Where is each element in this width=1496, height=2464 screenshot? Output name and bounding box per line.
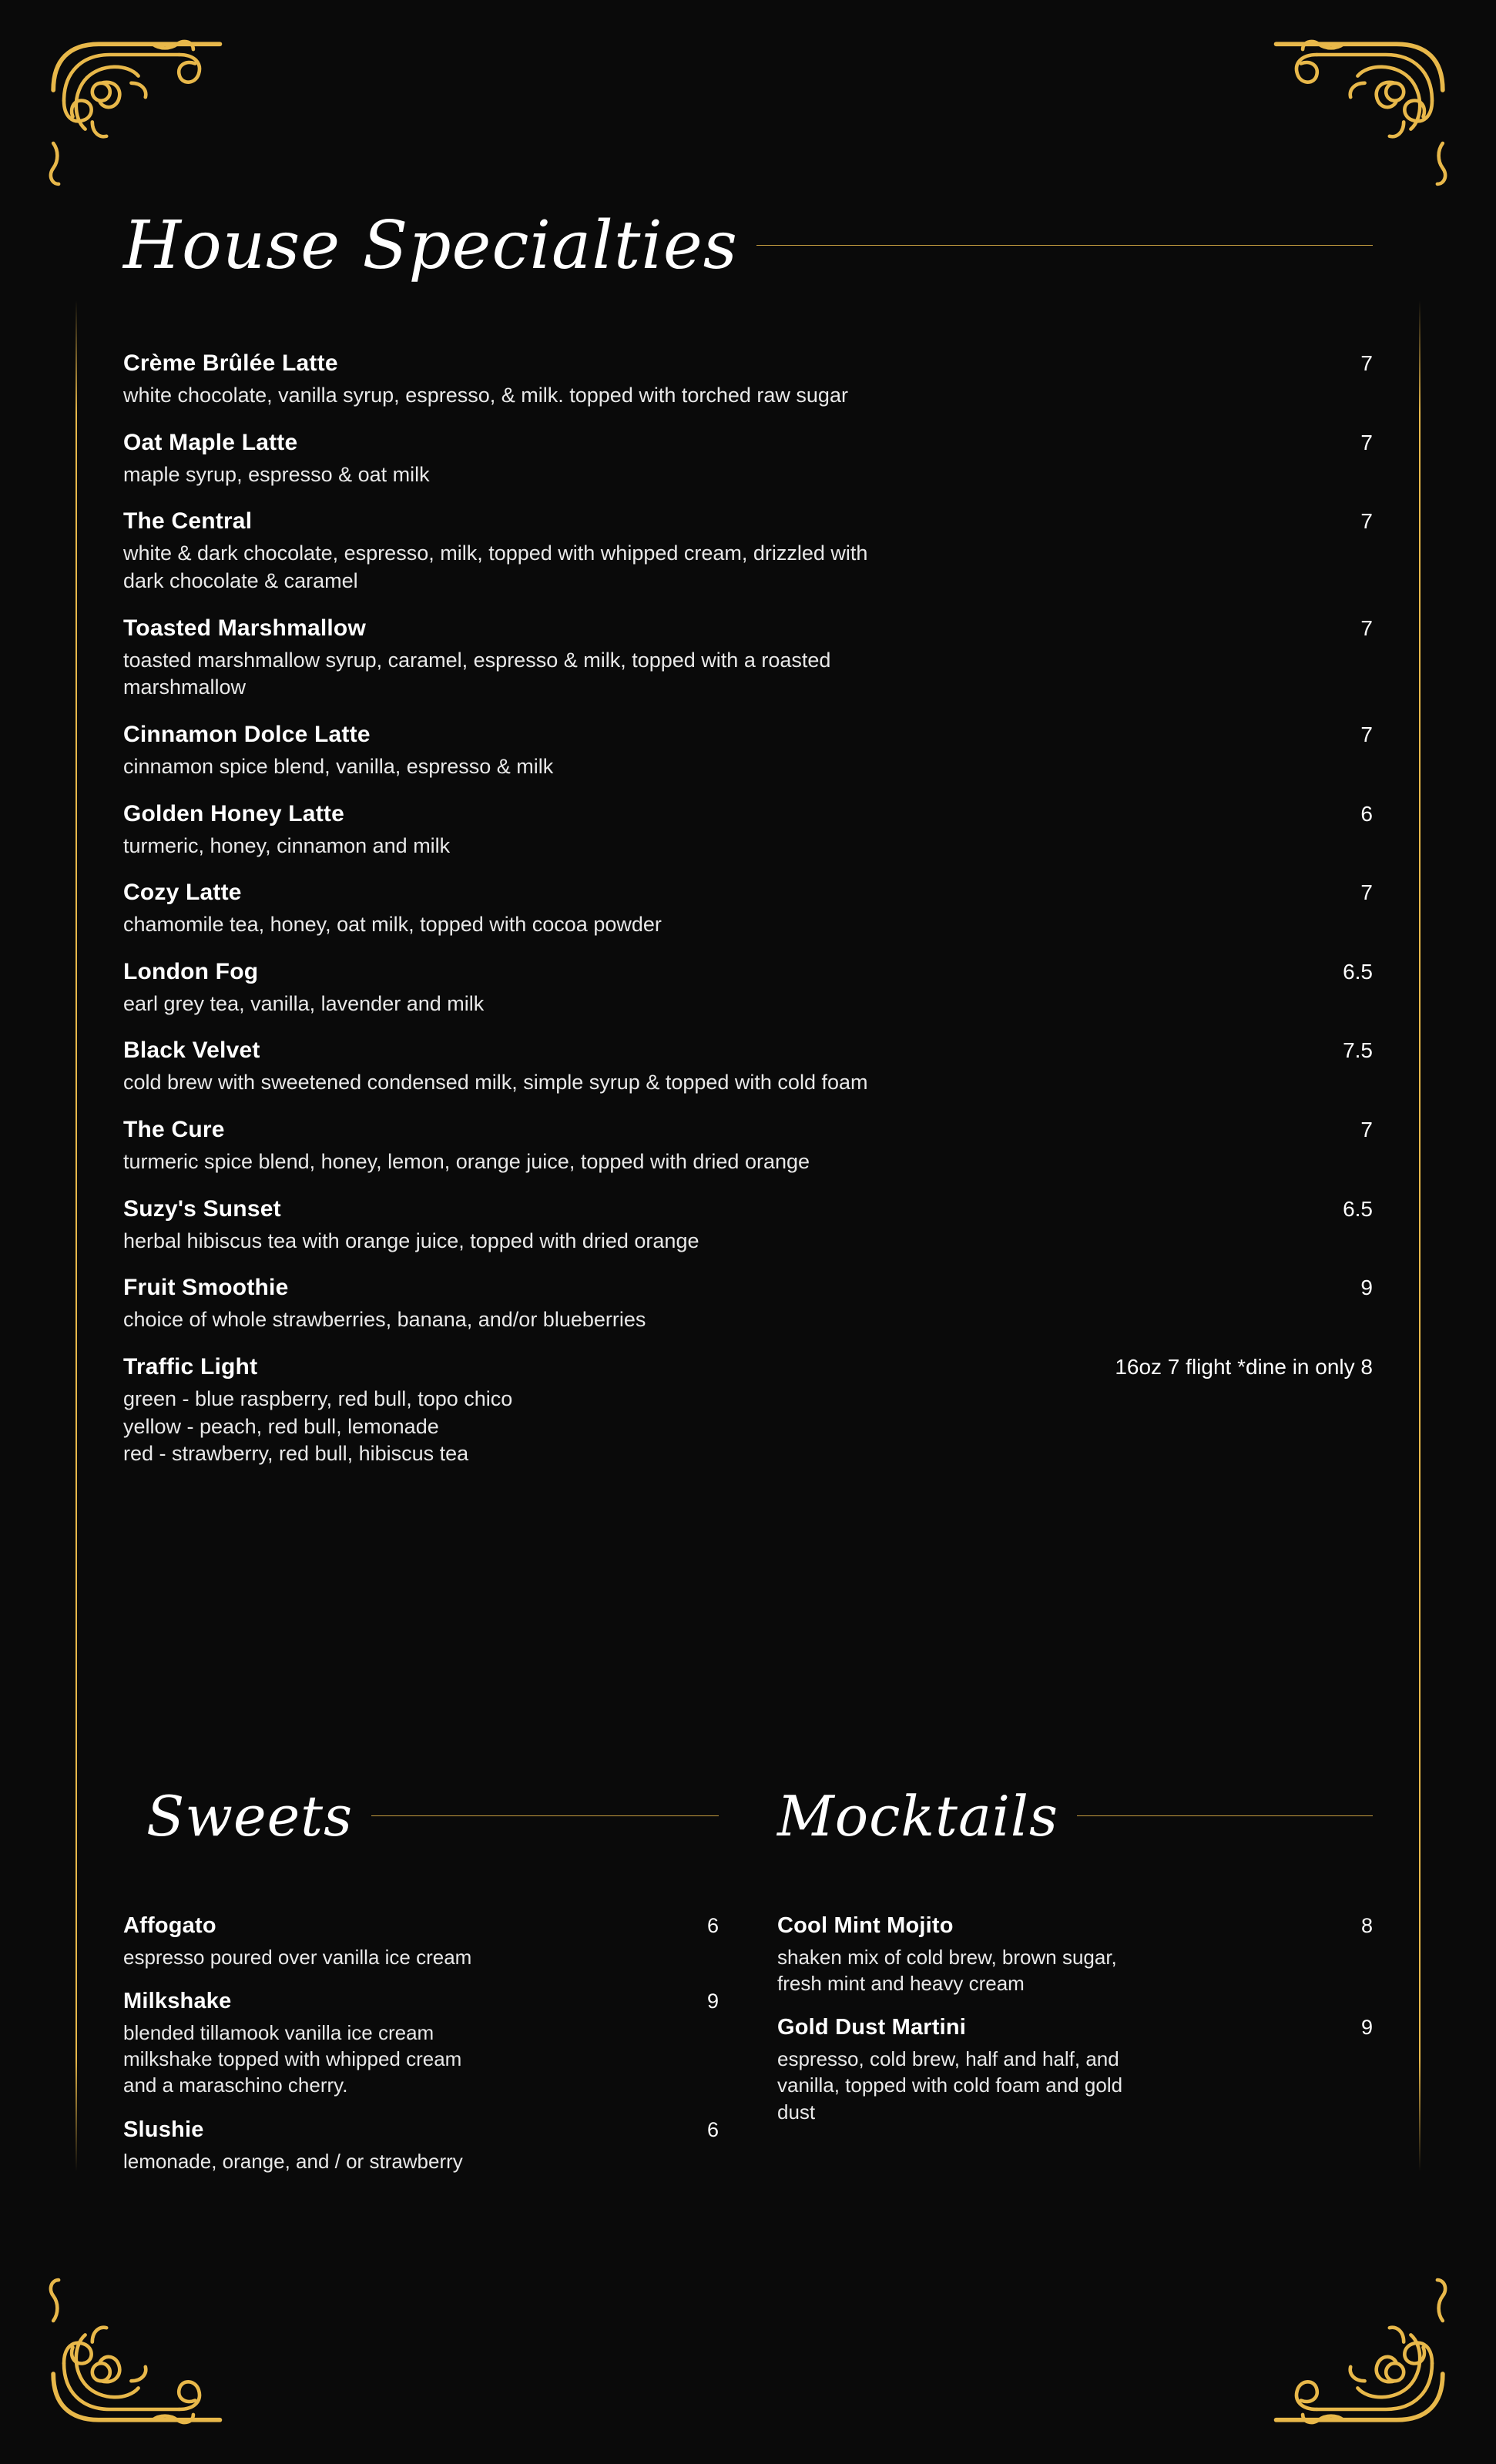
menu-item-head (123, 1196, 1373, 1222)
menu-item-description (123, 2020, 709, 2099)
menu-item (123, 2117, 719, 2174)
desc-line: dark chocolate & caramel (123, 569, 358, 593)
menu-item-name: Traffic Light (123, 1353, 258, 1380)
menu-item-head (123, 722, 1373, 748)
section-rule (1077, 1815, 1373, 1816)
desc-line: turmeric, honey, cinnamon and milk (123, 833, 451, 857)
menu-item-price: 9 (1360, 2016, 1373, 2040)
desc-line: and a maraschino cherry. (123, 2073, 348, 2097)
menu-item-head (123, 350, 1373, 377)
menu-item-description (123, 461, 1325, 489)
desc-line: espresso poured over vanilla ice cream (123, 1945, 472, 1969)
menu-item-price: 7 (1360, 722, 1373, 746)
menu-item-name: Golden Honey Latte (123, 800, 344, 826)
menu-item (123, 1038, 1373, 1097)
menu-item-description (123, 833, 1325, 860)
desc-line: choice of whole strawberries, banana, and/or blueberries (123, 1308, 646, 1332)
menu-item-price: 7 (1360, 351, 1373, 376)
menu-item-head (123, 508, 1373, 535)
menu-item-price: 7 (1360, 1118, 1373, 1142)
right-gold-rule (1419, 300, 1421, 2171)
menu-item-price: 7 (1360, 430, 1373, 454)
menu-item-head (123, 1038, 1373, 1064)
desc-line: fresh mint and heavy cream (777, 1971, 1025, 1995)
desc-line: cinnamon spice blend, vanilla, espresso & milk (123, 754, 554, 778)
menu-item (123, 508, 1373, 595)
menu-item-head (123, 1989, 719, 2014)
menu-item-name: Slushie (123, 2117, 204, 2142)
menu-item-head (123, 1275, 1373, 1301)
menu-item-price: 9 (1360, 1276, 1373, 1300)
menu-item-name: Fruit Smoothie (123, 1275, 289, 1301)
menu-item (123, 615, 1373, 702)
menu-item-name: Cozy Latte (123, 880, 242, 906)
menu-item-description (123, 1069, 1325, 1097)
menu-item-name: Crème Brûlée Latte (123, 350, 338, 377)
section-header-house-specialties (123, 168, 1373, 323)
section-title-sweets: Sweets (146, 1783, 354, 1849)
menu-item-head (123, 1354, 1373, 1380)
menu-item (123, 1117, 1373, 1176)
menu-item-head (777, 2015, 1373, 2040)
menu-item-head (777, 1913, 1373, 1939)
menu-item (123, 880, 1373, 939)
corner-flourish-bottom-left-icon (46, 2250, 223, 2427)
menu-item-name: Cool Mint Mojito (777, 1913, 954, 1938)
menu-item-head (123, 1117, 1373, 1143)
desc-line: cold brew with sweetened condensed milk, simple syrup & topped with cold foam (123, 1071, 868, 1095)
menu-item-head (123, 430, 1373, 456)
desc-line: espresso, cold brew, half and half, and (777, 2047, 1119, 2071)
corner-flourish-bottom-right-icon (1273, 2250, 1450, 2427)
desc-line: shaken mix of cold brew, brown sugar, (777, 1945, 1117, 1969)
section-title-mocktails: Mocktails (777, 1783, 1058, 1849)
menu-item-price: 8 (1360, 1913, 1373, 1937)
desc-line: yellow - peach, red bull, lemonade (123, 1414, 439, 1438)
desc-line: vanilla, topped with cold foam and gold (777, 2073, 1123, 2097)
menu-items-sweets (123, 1913, 719, 2175)
menu-item-description (123, 1306, 1325, 1334)
desc-line: chamomile tea, honey, oat milk, topped with cocoa powder (123, 913, 662, 937)
menu-item (123, 722, 1373, 781)
menu-item-head (123, 880, 1373, 906)
desc-line: earl grey tea, vanilla, lavender and milk (123, 991, 485, 1015)
menu-item (123, 1354, 1373, 1468)
menu-item (123, 1913, 719, 1970)
section-mocktails (777, 1742, 1373, 2193)
menu-item (777, 2015, 1373, 2125)
menu-item-price: 6.5 (1343, 1196, 1373, 1221)
menu-item-head (123, 615, 1373, 642)
menu-item (777, 1913, 1373, 1997)
menu-item-description (123, 753, 1325, 781)
menu-item-name: Affogato (123, 1913, 216, 1938)
section-rule (756, 245, 1373, 246)
menu-item-name: Suzy's Sunset (123, 1195, 281, 1222)
left-gold-rule (75, 300, 77, 2171)
menu-item-name: Cinnamon Dolce Latte (123, 721, 371, 747)
menu-item-price: 7 (1360, 880, 1373, 905)
desc-line: maple syrup, espresso & oat milk (123, 462, 430, 486)
menu-items-house-specialties (123, 350, 1373, 1468)
menu-item-description (123, 540, 1325, 595)
menu-item (123, 1196, 1373, 1255)
menu-item (123, 350, 1373, 410)
desc-line: toasted marshmallow syrup, caramel, espresso & milk, topped with a roasted (123, 648, 831, 672)
menu-item-name: London Fog (123, 958, 259, 984)
desc-line: white chocolate, vanilla syrup, espresso, & milk. topped with torched raw sugar (123, 384, 848, 407)
menu-item-price: 7.5 (1343, 1038, 1373, 1063)
section-house-specialties (123, 168, 1373, 1488)
menu-item-price: 6.5 (1343, 959, 1373, 984)
menu-item-price: 7 (1360, 615, 1373, 640)
menu-item-description (123, 1148, 1325, 1176)
menu-item (123, 959, 1373, 1018)
menu-item-description (777, 2046, 1363, 2125)
menu-item-name: Gold Dust Martini (777, 2015, 967, 2040)
menu-item-price: 9 (706, 1989, 719, 2013)
menu-item-name: Black Velvet (123, 1038, 260, 1064)
desc-line: lemonade, orange, and / or strawberry (123, 2149, 463, 2173)
desc-line: herbal hibiscus tea with orange juice, topped with dried orange (123, 1229, 699, 1252)
menu-item-name: Toasted Marshmallow (123, 615, 366, 641)
desc-line: milkshake topped with whipped cream (123, 2047, 462, 2071)
desc-line: turmeric spice blend, honey, lemon, orange juice, topped with dried orange (123, 1150, 810, 1174)
desc-line: blended tillamook vanilla ice cream (123, 2020, 434, 2044)
menu-item (123, 1989, 719, 2099)
section-rule (371, 1815, 719, 1816)
menu-item-description (123, 1228, 1325, 1255)
menu-item-description (123, 911, 1325, 939)
menu-item-price: 6 (1360, 801, 1373, 826)
menu-item (123, 430, 1373, 489)
menu-item-head (123, 801, 1373, 827)
section-title-house-specialties: House Specialties (123, 206, 738, 284)
menu-item-head (123, 2117, 719, 2143)
menu-item-description (123, 647, 1325, 702)
menu-item-description (777, 1944, 1363, 1997)
desc-line: dust (777, 2100, 816, 2124)
menu-item-head (123, 1913, 719, 1939)
menu-item-price: 6 (706, 2117, 719, 2141)
menu-item-description (123, 382, 1325, 410)
menu-item-description (123, 1944, 709, 1970)
menu-item-description (123, 2148, 709, 2174)
menu-item (123, 801, 1373, 860)
menu-items-mocktails (777, 1913, 1373, 2126)
desc-line: white & dark chocolate, espresso, milk, topped with whipped cream, drizzled with (123, 541, 868, 565)
menu-item-head (123, 959, 1373, 985)
menu-item-name: Oat Maple Latte (123, 429, 298, 455)
menu-item (123, 1275, 1373, 1334)
menu-item-price: 6 (706, 1913, 719, 1937)
desc-line: marshmallow (123, 676, 247, 699)
section-header-mocktails (777, 1742, 1373, 1890)
menu-item-name: The Central (123, 508, 253, 535)
section-sweets (123, 1742, 719, 2193)
menu-item-price: 16oz 7 flight *dine in only 8 (1115, 1354, 1373, 1379)
menu-item-name: Milkshake (123, 1988, 232, 2013)
menu-item-description (123, 991, 1325, 1018)
menu-item-price: 7 (1360, 509, 1373, 534)
menu-item-name: The Cure (123, 1117, 225, 1143)
section-header-sweets (123, 1742, 719, 1890)
lower-columns (123, 1742, 1373, 2193)
desc-line: green - blue raspberry, red bull, topo chico (123, 1386, 513, 1410)
desc-line: red - strawberry, red bull, hibiscus tea (123, 1442, 469, 1466)
menu-item-description (123, 1386, 1325, 1468)
